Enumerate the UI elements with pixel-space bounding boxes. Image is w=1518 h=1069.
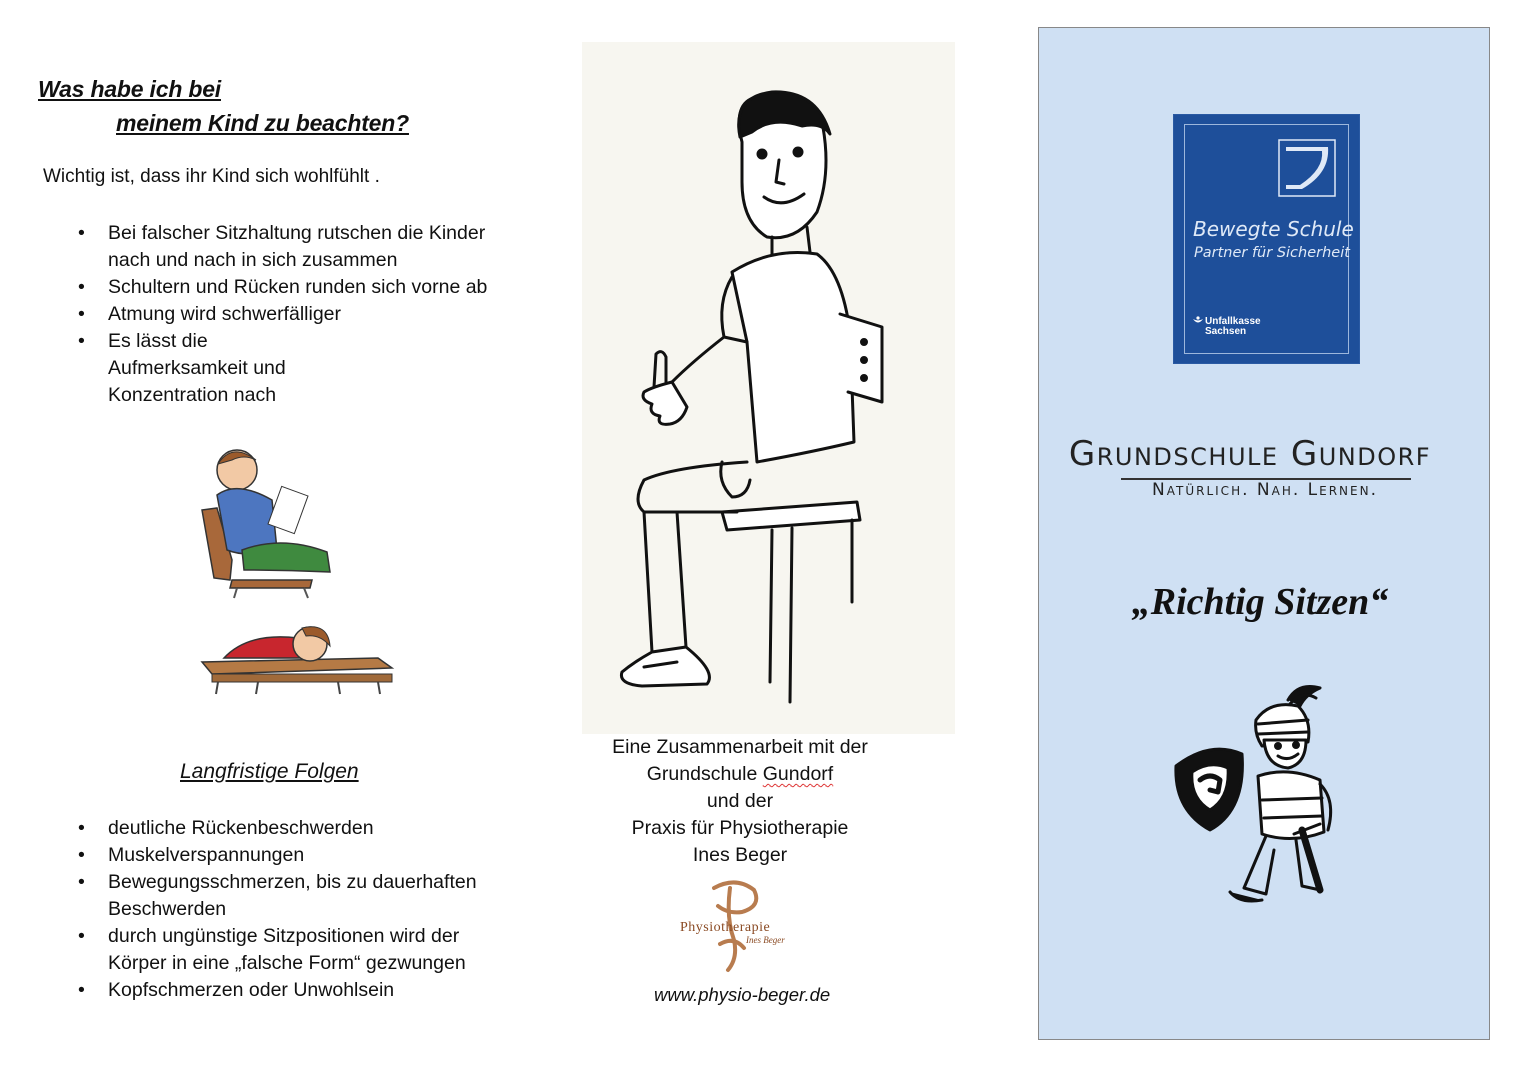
- school-motto: Natürlich. Nah. Lernen.: [1152, 480, 1378, 500]
- unfallkasse-icon: [1192, 316, 1204, 326]
- list-item: • Atmung wird schwerfälliger: [38, 301, 508, 328]
- list-item: • Es lässt die Aufmerksamkeit und Konzentration nach: [38, 328, 508, 409]
- list-item: • Muskelverspannungen: [38, 842, 508, 869]
- list-item: • Kopfschmerzen oder Unwohlsein: [38, 977, 508, 1004]
- consequence-list: [38, 815, 508, 1004]
- sitting-person-svg: [582, 42, 955, 734]
- logo-title: Bewegte Schule: [1193, 217, 1354, 241]
- physio-logo: [676, 878, 806, 974]
- collab-line-1: Eine Zusammenarbeit mit der: [612, 736, 868, 758]
- list-item: • Schultern und Rücken runden sich vorne ab: [38, 274, 508, 301]
- brochure-title: „Richtig Sitzen“: [1131, 581, 1389, 623]
- knight-mascot-illustration: [1170, 680, 1350, 912]
- child-on-desk-illustration: [198, 614, 398, 696]
- school-name: Grundschule Gundorf: [1068, 434, 1432, 474]
- slumped-child-illustration: [192, 440, 342, 600]
- collab-line-4: Praxis für Physiotherapie: [631, 817, 849, 839]
- heading-line-2: meinem Kind zu beachten?: [116, 110, 409, 136]
- physio-logo-text: Physiotherapie: [680, 920, 771, 935]
- list-item: • deutliche Rückenbeschwerden: [38, 815, 508, 842]
- sitting-person-drawing: [582, 42, 955, 734]
- heading-line-1: Was habe ich bei: [38, 76, 221, 102]
- physio-logo-name: Ines Beger: [746, 935, 785, 945]
- logo-org-region: Sachsen: [1205, 326, 1247, 337]
- collab-school-name: Gundorf: [762, 763, 834, 785]
- intro-text: Wichtig ist, dass ihr Kind sich wohlfühlt .: [43, 166, 380, 187]
- collab-line-5: Ines Beger: [692, 844, 788, 866]
- logo-mark-icon: [1278, 139, 1336, 197]
- list-item: • Bei falscher Sitzhaltung rutschen die Kinder nach und nach in sich zusammen: [38, 220, 508, 274]
- logo-org-name: Unfallkasse: [1205, 316, 1261, 327]
- list-item: • durch ungünstige Sitzpositionen wird der Körper in eine „falsche Form“ gezwungen: [38, 923, 508, 977]
- bewegte-schule-logo: [1174, 115, 1359, 363]
- collab-school-prefix: Grundschule: [646, 763, 763, 785]
- list-item: • Bewegungsschmerzen, bis zu dauerhaften Beschwerden: [38, 869, 508, 923]
- problem-list: [38, 220, 508, 409]
- folgen-heading: Langfristige Folgen: [180, 760, 359, 783]
- collab-line-3: und der: [706, 790, 774, 812]
- collab-line-2: [560, 761, 920, 788]
- website-link[interactable]: www.physio-beger.de: [654, 984, 831, 1005]
- logo-subtitle: Partner für Sicherheit: [1194, 245, 1350, 261]
